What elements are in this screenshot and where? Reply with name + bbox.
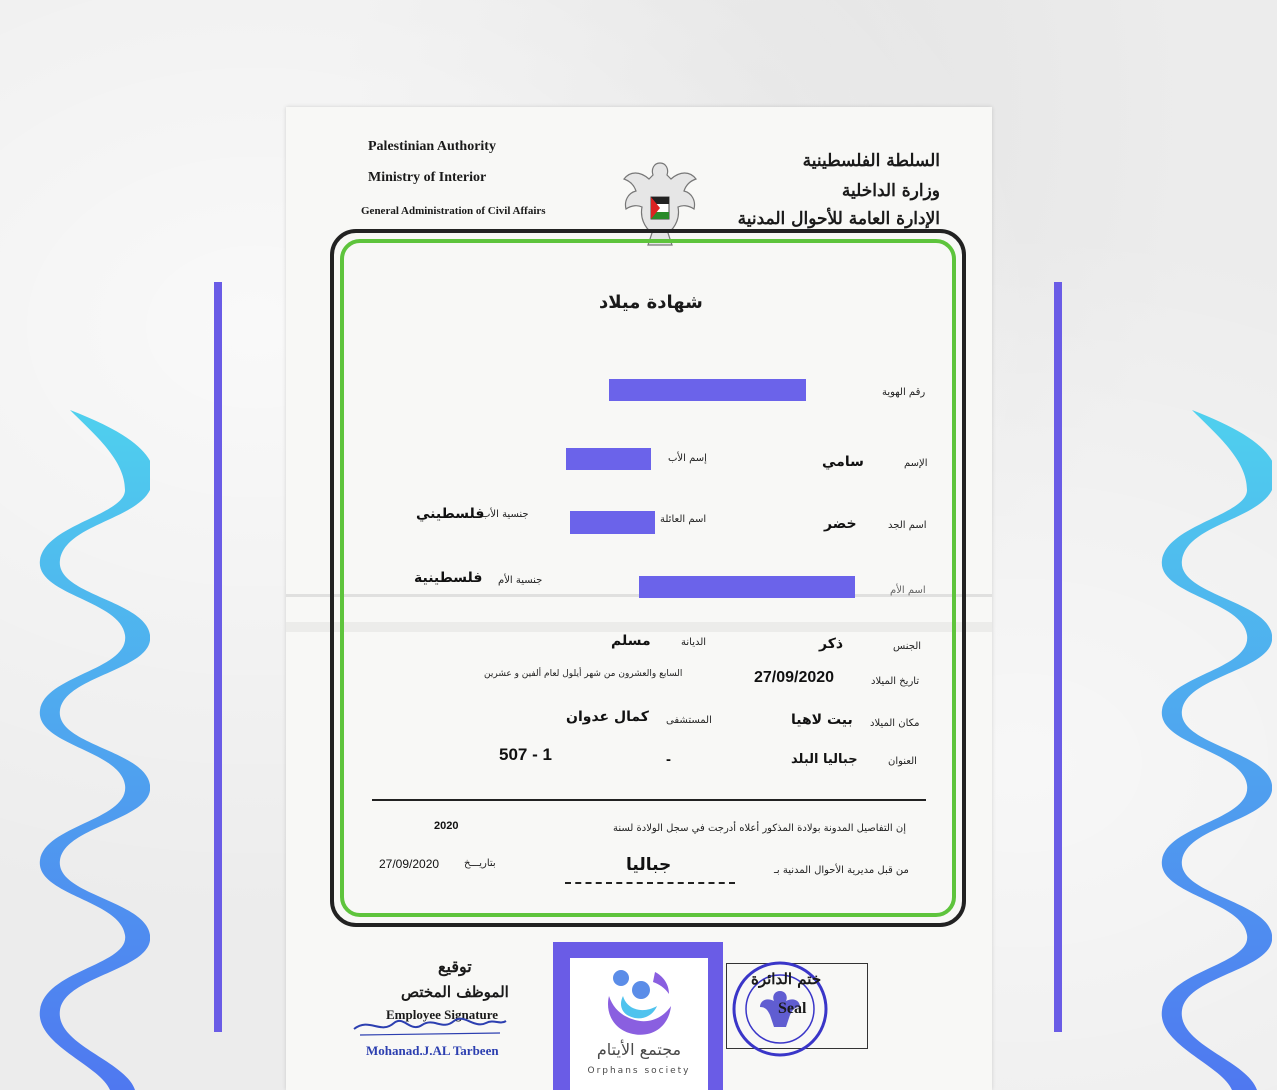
mother-nationality-label: جنسية الأم (498, 575, 543, 586)
religion-value: مسلم (611, 633, 651, 649)
gender-label: الجنس (893, 641, 922, 652)
logo-name-en: Orphans society (587, 1066, 691, 1076)
directorate-value: جباليا (626, 855, 672, 875)
header-en-authority: Palestinian Authority (368, 139, 496, 154)
employee-name: Mohanad.J.AL Tarbeen (366, 1043, 499, 1058)
header-ar-ministry: وزارة الداخلية (841, 181, 940, 201)
header-ar-administration: الإدارة العامة للأحوال المدنية (737, 209, 940, 229)
father-nationality-value: فلسطيني (416, 506, 485, 522)
right-accent-bar (1054, 282, 1062, 1032)
address-number: 507 - 1 (499, 745, 552, 764)
birth-date-label: تاريخ الميلاد (871, 676, 920, 687)
seal-label-ar: ختم الدائرة (751, 970, 822, 988)
header-en-administration: General Administration of Civil Affairs (361, 205, 546, 217)
id-number-redacted (609, 379, 806, 401)
birth-place-value: بيت لاهيا (791, 712, 853, 728)
orphans-society-logo-icon (603, 966, 675, 1040)
right-wave-decoration (1152, 405, 1272, 1090)
birth-date-in-words: السابع والعشرون من شهر أيلول لعام ألفين و عشرين (484, 669, 683, 679)
separator-line (372, 799, 926, 801)
header-ar-authority: السلطة الفلسطينية (802, 151, 940, 171)
father-name-label: إسم الأب (668, 453, 707, 464)
directorate-underline (565, 882, 735, 884)
id-number-label: رقم الهوية (882, 387, 926, 398)
address-value: جباليا البلد (791, 752, 858, 767)
left-accent-bar (214, 282, 222, 1032)
address-label: العنوان (888, 756, 917, 767)
header-en-ministry: Ministry of Interior (368, 170, 487, 185)
mother-name-redacted (639, 576, 855, 598)
registration-date-label: بتاريـــخ (464, 858, 496, 869)
left-wave-decoration (30, 405, 150, 1090)
registry-year: 2020 (434, 820, 459, 832)
family-name-label: اسم العائلة (660, 514, 707, 525)
mother-nationality-value: فلسطينية (414, 570, 483, 586)
religion-label: الديانة (681, 637, 707, 648)
name-value: سامي (822, 454, 864, 470)
family-name-redacted (570, 511, 655, 534)
hospital-value: كمال عدوان (566, 709, 649, 725)
registry-statement: إن التفاصيل المدونة بولادة المذكور أعلاه أدرجت في سجل الولادة لسنة (613, 823, 906, 834)
signature-label-ar: توقيع (438, 957, 472, 976)
birth-place-label: مكان الميلاد (870, 718, 920, 729)
gender-value: ذكر (819, 636, 844, 652)
directorate-label: من قبل مديرية الأحوال المدنية بـ (774, 865, 909, 876)
handwritten-signature (350, 1007, 510, 1041)
logo-name-ar: مجتمع الأيتام (596, 1040, 682, 1059)
grandfather-name-label: اسم الجد (888, 520, 927, 531)
seal-label-en: Seal (778, 1000, 807, 1017)
registration-date-value: 27/09/2020 (379, 857, 440, 871)
father-nationality-label: جنسية الأب (481, 509, 529, 520)
employee-title-ar: الموظف المختص (401, 983, 509, 1001)
father-name-redacted (566, 448, 651, 470)
birth-date-value: 27/09/2020 (754, 669, 835, 686)
certificate-title: شهادة ميلاد (599, 292, 703, 313)
address-separator: - (666, 751, 671, 768)
mother-name-label: اسم الأم (890, 585, 926, 596)
name-label: الإسم (904, 458, 928, 469)
hospital-label: المستشفى (666, 715, 712, 726)
grandfather-name-value: خضر (824, 516, 857, 532)
employee-signature-label: Employee Signature (386, 1007, 499, 1022)
